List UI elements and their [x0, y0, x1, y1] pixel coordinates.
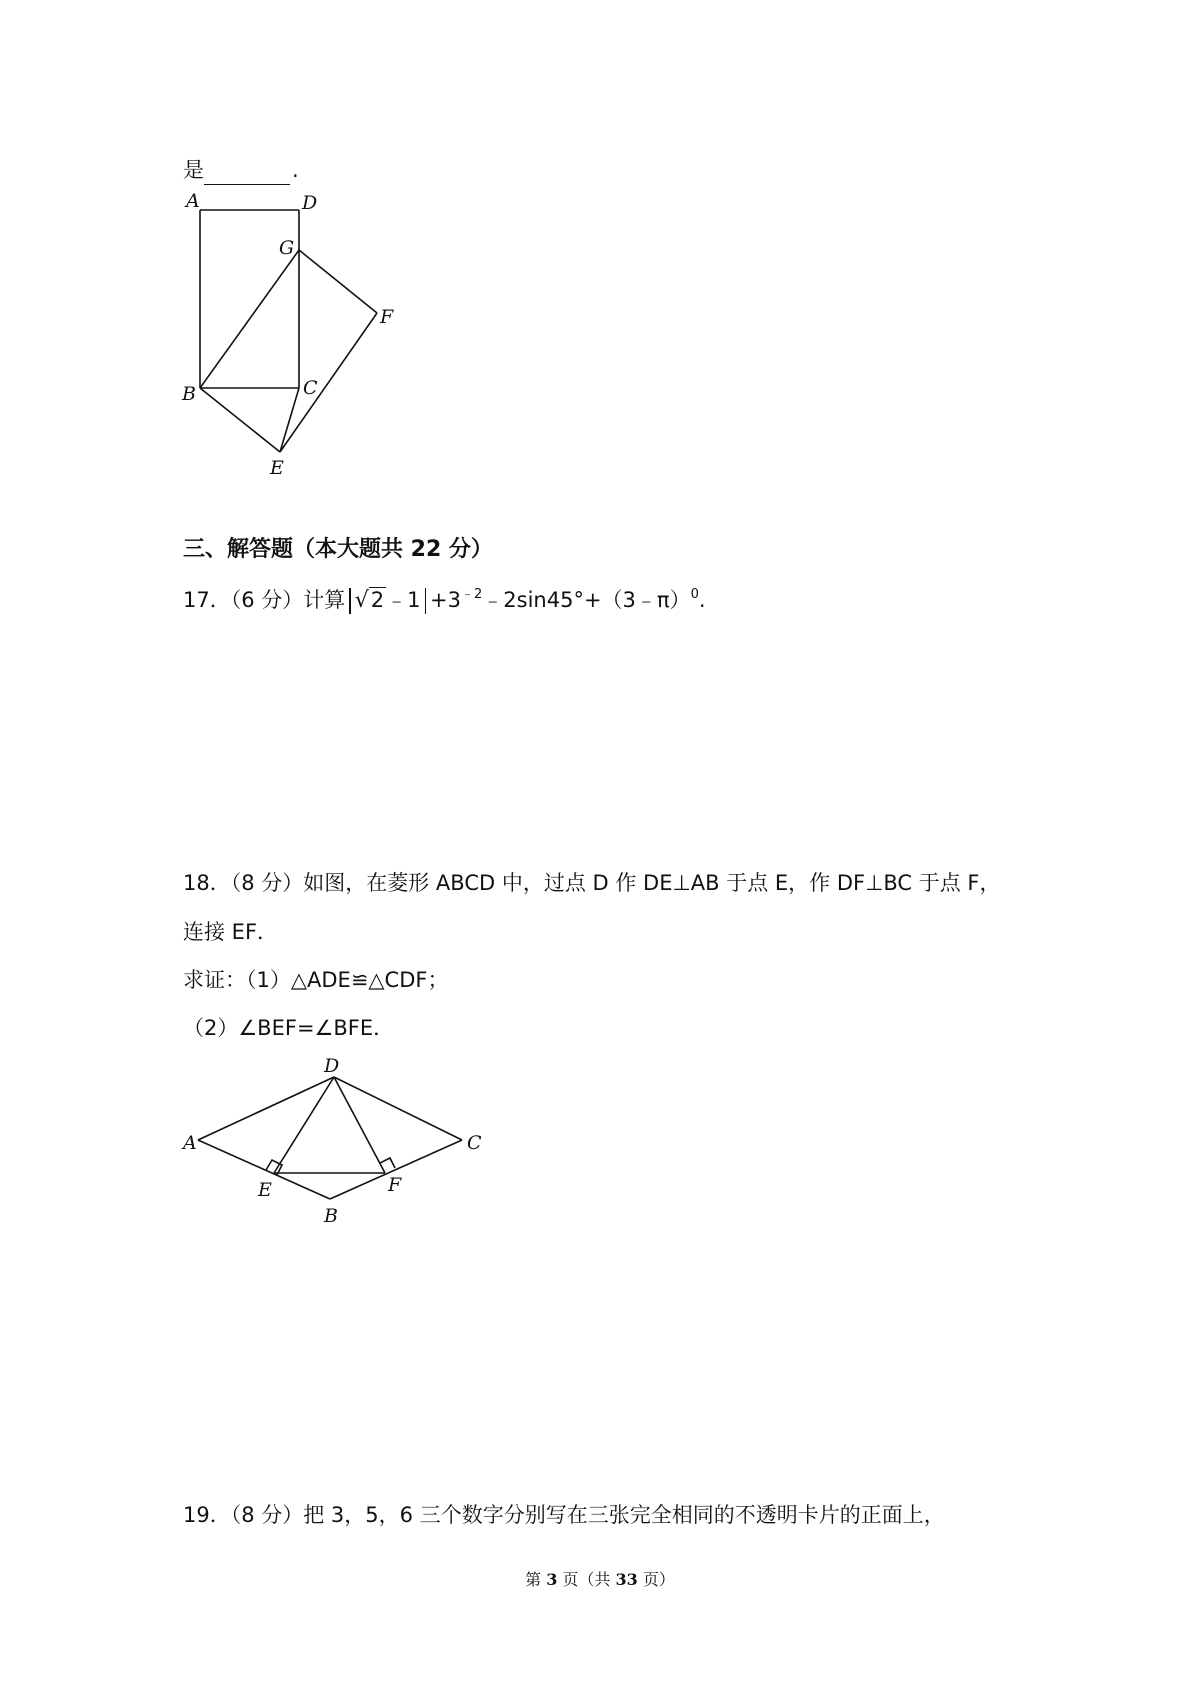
section-heading: 三、解答题（本大题共 22 分）	[183, 537, 493, 562]
prev-question-text: 是	[183, 158, 204, 182]
footer-page-number: 3	[546, 1570, 558, 1589]
label-d: D	[302, 192, 318, 214]
q17-end: .	[698, 588, 706, 612]
label-a: A	[186, 190, 200, 212]
page-footer	[0, 1567, 1200, 1590]
label-e-rhombus: E	[258, 1179, 272, 1201]
label-f: F	[380, 306, 394, 328]
footer-suffix: 页）	[637, 1570, 675, 1589]
q18-line-4: （2）∠BEF=∠BFE．	[183, 1016, 395, 1040]
label-b: B	[182, 383, 196, 405]
footer-middle: 页（共	[557, 1570, 616, 1589]
q17-prefix: 17．（6 分）计算	[183, 588, 346, 612]
q17-rest: ﹣2sin45°+（3﹣π）	[482, 588, 691, 612]
q18-line-3: 求证：（1）△ADE≌△CDF；	[183, 968, 449, 992]
q18-line-1: 18．（8 分）如图，在菱形 ABCD 中，过点 D 作 DE⊥AB 于点 E，作 DF⊥BC 于点 F，	[183, 871, 1001, 895]
label-f-rhombus: F	[388, 1174, 402, 1196]
q17-plus-three: +3	[430, 588, 462, 612]
q17-exponent-zero: 0	[690, 587, 699, 602]
q18-line-2: 连接 EF．	[183, 920, 279, 944]
prev-question-end: .	[292, 158, 299, 182]
segment-dc-rhombus	[334, 1077, 462, 1140]
label-e: E	[270, 457, 284, 479]
segment-df	[334, 1077, 385, 1173]
q17-exponent-neg2: ﹣2	[461, 587, 483, 602]
q19-line-1: 19．（8 分）把 3，5，6 三个数字分别写在三张完全相同的不透明卡片的正面上，	[183, 1503, 945, 1527]
label-a-rhombus: A	[183, 1132, 197, 1154]
footer-total-pages: 33	[615, 1570, 638, 1589]
footer-prefix: 第	[525, 1570, 547, 1589]
q17-minus-one: ﹣1	[386, 588, 421, 612]
sqrt-argument: 2	[370, 588, 385, 612]
label-c: C	[303, 377, 318, 399]
label-b-rhombus: B	[324, 1205, 338, 1227]
label-c-rhombus: C	[467, 1132, 482, 1154]
label-g: G	[279, 237, 295, 259]
sqrt-icon: √	[354, 588, 369, 613]
label-d-rhombus: D	[324, 1055, 340, 1077]
